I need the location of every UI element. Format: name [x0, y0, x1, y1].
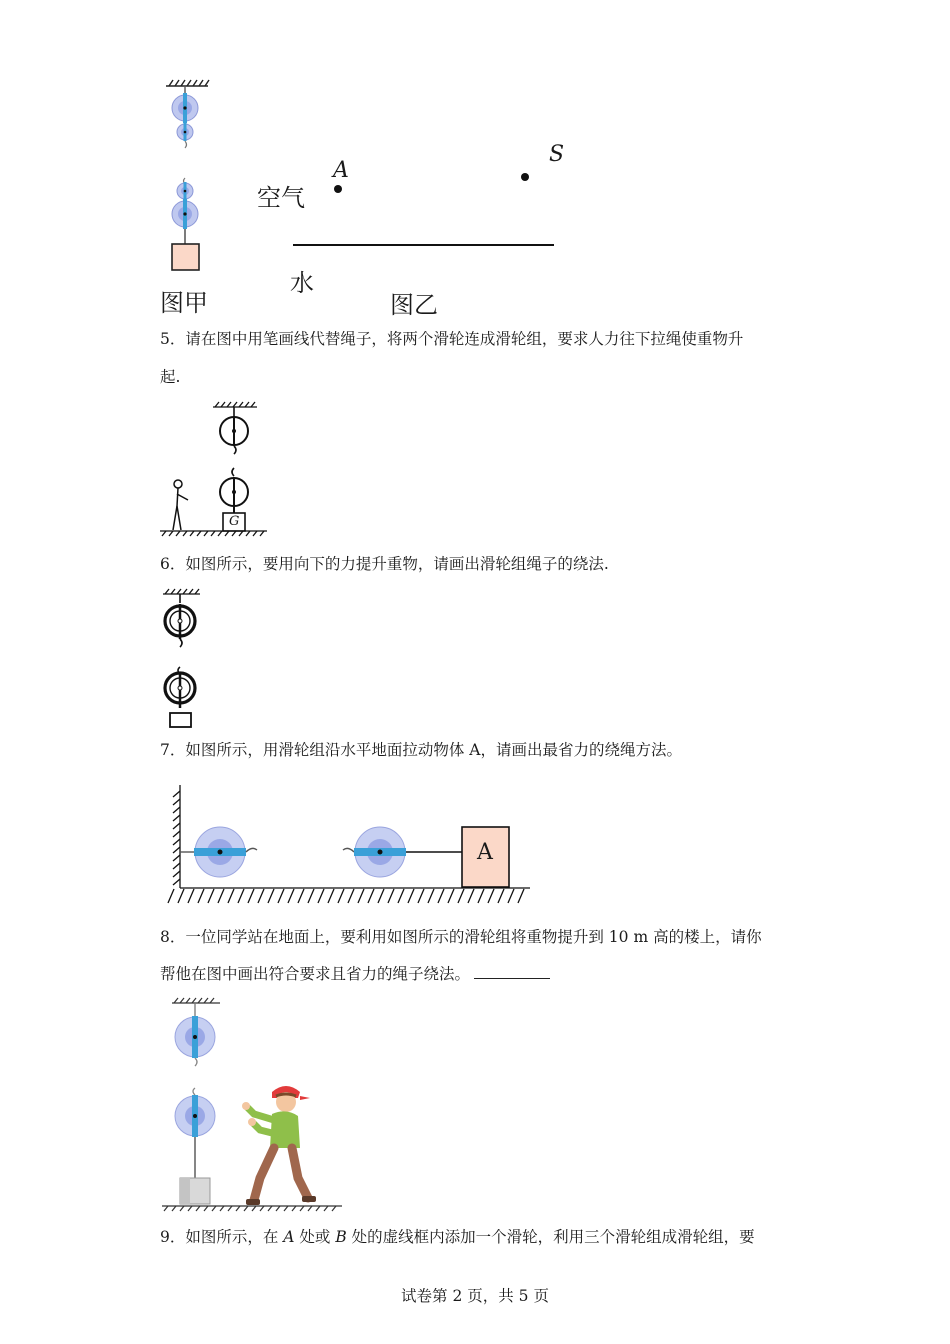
movable-pulley: [220, 477, 248, 513]
weight-g-label: G: [229, 514, 240, 529]
caption-yi: 图乙: [390, 291, 438, 319]
question-9-part1: 9．如图所示，在: [160, 1228, 284, 1246]
ground-hatch: [160, 531, 267, 536]
point-s-label: S: [549, 142, 565, 167]
caption-jia: 图甲: [160, 289, 208, 317]
question-8-line1: 8．一位同学站在地面上，要利用如图所示的滑轮组将重物提升到 10 m 高的楼上，请你: [160, 928, 762, 946]
page-footer: 试卷第 2 页，共 5 页: [401, 1287, 549, 1305]
hanging-weight: [170, 713, 191, 727]
question-8-figure: [160, 996, 350, 1216]
label-water: 水: [290, 269, 314, 297]
movable-pulley-large: [172, 199, 198, 229]
question-9-part2: 处或: [294, 1228, 336, 1246]
question-9-point-b: B: [335, 1228, 347, 1246]
question-5-line1: 5．请在图中用笔画线代替绳子，将两个滑轮连成滑轮组，要求人力往下拉绳使重物升: [160, 330, 744, 348]
fixed-pulley: [175, 1016, 215, 1058]
label-air: 空气: [257, 184, 305, 212]
object-a-label: A: [477, 840, 493, 865]
point-s-dot: [520, 172, 530, 182]
question-9-point-a: A: [283, 1228, 295, 1246]
water-surface-line: [293, 243, 555, 247]
movable-pulley-horizontal: [343, 827, 406, 877]
question-5-figure: [160, 402, 275, 537]
point-a-dot: [333, 184, 343, 194]
question-9-line1: [160, 1227, 755, 1247]
ground-hatch: [162, 1206, 342, 1211]
stick-figure-person: [173, 480, 188, 530]
question-9-part3: 处的虚线框内添加一个滑轮，利用三个滑轮组成滑轮组，要: [346, 1228, 755, 1246]
point-a-label: A: [333, 158, 349, 183]
figure-jia-pulley-system: [160, 78, 220, 278]
hanging-weight: [172, 244, 199, 270]
movable-pulley: [165, 673, 195, 708]
fixed-pulley-horizontal: [194, 827, 257, 877]
wall-hatch: [173, 785, 180, 888]
fixed-pulley: [220, 416, 248, 446]
movable-pulley: [175, 1095, 215, 1137]
fixed-pulley: [165, 604, 195, 639]
question-7-line1: 7．如图所示，用滑轮组沿水平地面拉动物体 A，请画出最省力的绕绳方法。: [160, 741, 682, 759]
floor-hatch: [168, 888, 530, 903]
student-figure: [242, 1086, 316, 1205]
fixed-pulley-small: [177, 123, 193, 141]
fixed-pulley-large: [172, 93, 198, 123]
answer-blank[interactable]: [474, 964, 550, 979]
question-5-line2: 起.: [160, 368, 181, 386]
question-8-line2: 帮他在图中画出符合要求且省力的绳子绕法。: [160, 965, 471, 983]
question-6-line1: 6．如图所示，要用向下的力提升重物，请画出滑轮组绳子的绕法.: [160, 555, 609, 573]
movable-pulley-small: [177, 182, 193, 200]
ceiling-hatch: [166, 80, 209, 86]
question-6-figure: [160, 587, 210, 732]
question-8-line2-row: [160, 964, 550, 984]
